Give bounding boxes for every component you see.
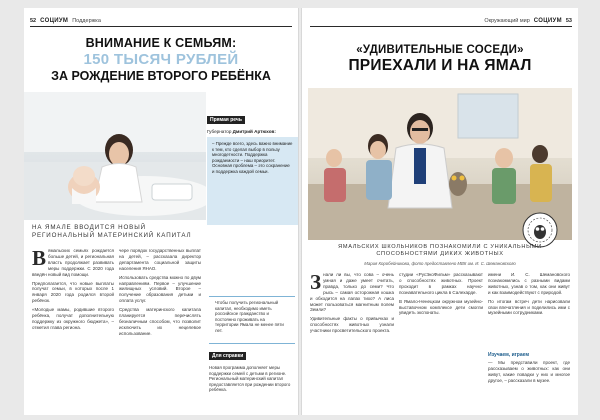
info-note: Чтобы получить региональный капитал, необходимо иметь российское гражданство и постоянно проживать на территории Ямала не менее пяти лет. [209,296,295,344]
sidebar-label: Прямая речь [207,116,245,124]
magazine-brand: СОЦИУМ [40,17,69,24]
body-column-2 [119,248,201,340]
author-role: Губернатор [207,129,232,134]
article-title [302,44,578,75]
paragraph: студии «РусЭкоФильм» рассказывают о способностях животных. Проект проходит в рамках научно-познавательного цикла в Салехарде. [399,272,483,295]
paragraph: Предполагается, что новые выплаты получат семьи, в которых после 1 января 2020 года родился второй ребёнок. [32,280,114,304]
magazine-brand: СОЦИУМ [533,17,562,24]
body-column-3 [488,272,570,319]
section-rubric: Поддержка [72,17,101,24]
paragraph: нали ли вы, что сова – очень умная и даже умеет считать, правда, только до семи? Что рысь – самая осторожная кошка и обходится на лапах тихо? А лиса может пользоваться магнитным полем Земли? [310,272,394,313]
title-line-2: 150 ТЫСЯЧ РУБЛЕЙ [83,51,239,68]
body-column-1 [32,248,114,334]
header-divider [310,26,572,27]
reference-text: Новая программа дополняет меры поддержки семей с детьми в регионе. Региональный материнский капитал предоставляется при рождении второго ребёнка. [209,365,291,393]
title-kicker: «УДИВИТЕЛЬНЫЕ СОСЕДИ» [356,44,524,56]
author-name: Дмитрий Артюхов: [232,129,276,134]
paragraph: «Молодые мамы, родившие второго ребёнка, получат дополнительную поддержку из окружного бюджета», – отметил глава региона. [32,307,114,330]
section-rubric: Окружающий мир [484,17,530,24]
sidebar-author [207,129,298,134]
left-page [24,8,298,415]
mother-baby-photo [24,92,206,220]
sidebar-quote: – Прежде всего, здесь важно внимание к тем, кто сделал выбор в пользу многодетности. Поддержка рождаемости – наш приоритет. Основная проблема – это сохранение и поддержка каждой семьи. [207,137,298,225]
article-subtitle: НА ЯМАЛЕ ВВОДИТСЯ НОВЫЙ РЕГИОНАЛЬНЫЙ МАТЕРИНСКИЙ КАПИТАЛ [32,224,192,239]
paragraph: Средства материнского капитала планируется перечислять безналичным способом, что позволит исключить их нецелевое использование. [119,307,201,336]
inset-label: Изучаем, играем [488,352,530,358]
right-page [302,8,578,415]
title-line-3: ЗА РОЖДЕНИЕ ВТОРОГО РЕБЁНКА [51,69,271,83]
paragraph: ямальских семьях рождается больше детей, и региональная власть продолжает развивать меры поддержки. С 2020 года введён новый вид помощи. [32,248,114,277]
right-page-header [484,16,572,25]
header-divider [30,26,292,27]
paragraph: По итогам встреч дети нарисовали свои впечатления и поделились ими с музейными сотрудниками. [488,298,570,316]
page-number-left: 52 [30,17,37,24]
left-page-header [30,16,101,25]
photo-caption: Мария Коробейникова, фото предоставлено МВК им. И. С. Шемановского [364,261,516,266]
paragraph: Использовать средства можно по двум направлениям. Первое – улучшение жилищных условий. Второе – получение образования детьми и оплата услуг. [119,274,201,304]
paragraph: чере порядок государственных выплат на детей, – рассказала директор департамента социальной защиты населения ЯНАО. [119,248,201,271]
article-subtitle: ЯМАЛЬСКИХ ШКОЛЬНИКОВ ПОЗНАКОМИЛИ С УНИКАЛЬНЫМИ СПОСОБНОСТЯМИ ДИКИХ ЖИВОТНЫХ [338,244,542,257]
body-column-2 [399,272,483,319]
title-line-1: ВНИМАНИЕ К СЕМЬЯМ: [85,36,237,50]
drop-cap: В [32,246,47,270]
body-column-3-tail [488,360,570,387]
page-number-right: 53 [565,17,572,24]
drop-cap: З [310,270,322,294]
info-sidebar [209,290,295,393]
paragraph: — Мы представили проект, где рассказываем о животных: как они живут, какие повадки у них и многое другое, – рассказали в музее. [488,360,570,383]
reference-label: Для справки [209,352,246,360]
owl-emblem-icon [522,212,558,248]
title-main: ПРИЕХАЛИ И НА ЯМАЛ [348,57,532,74]
body-column-1 [310,272,394,337]
paragraph: В Ямало-Ненецком окружном музейно-выставочном комплексе дети смогли увидеть экспонаты. [399,298,483,316]
article-title [24,36,298,83]
direct-speech-sidebar [207,108,298,225]
paragraph: Удивительные факты о привычках и способностях животных узнали участники просветительского проекта. [310,316,394,334]
paragraph: имени И. С. Шемановского познакомились с разными видами животных, узнав о том, как они живут и как взаимодействуют с природой. [488,272,570,295]
